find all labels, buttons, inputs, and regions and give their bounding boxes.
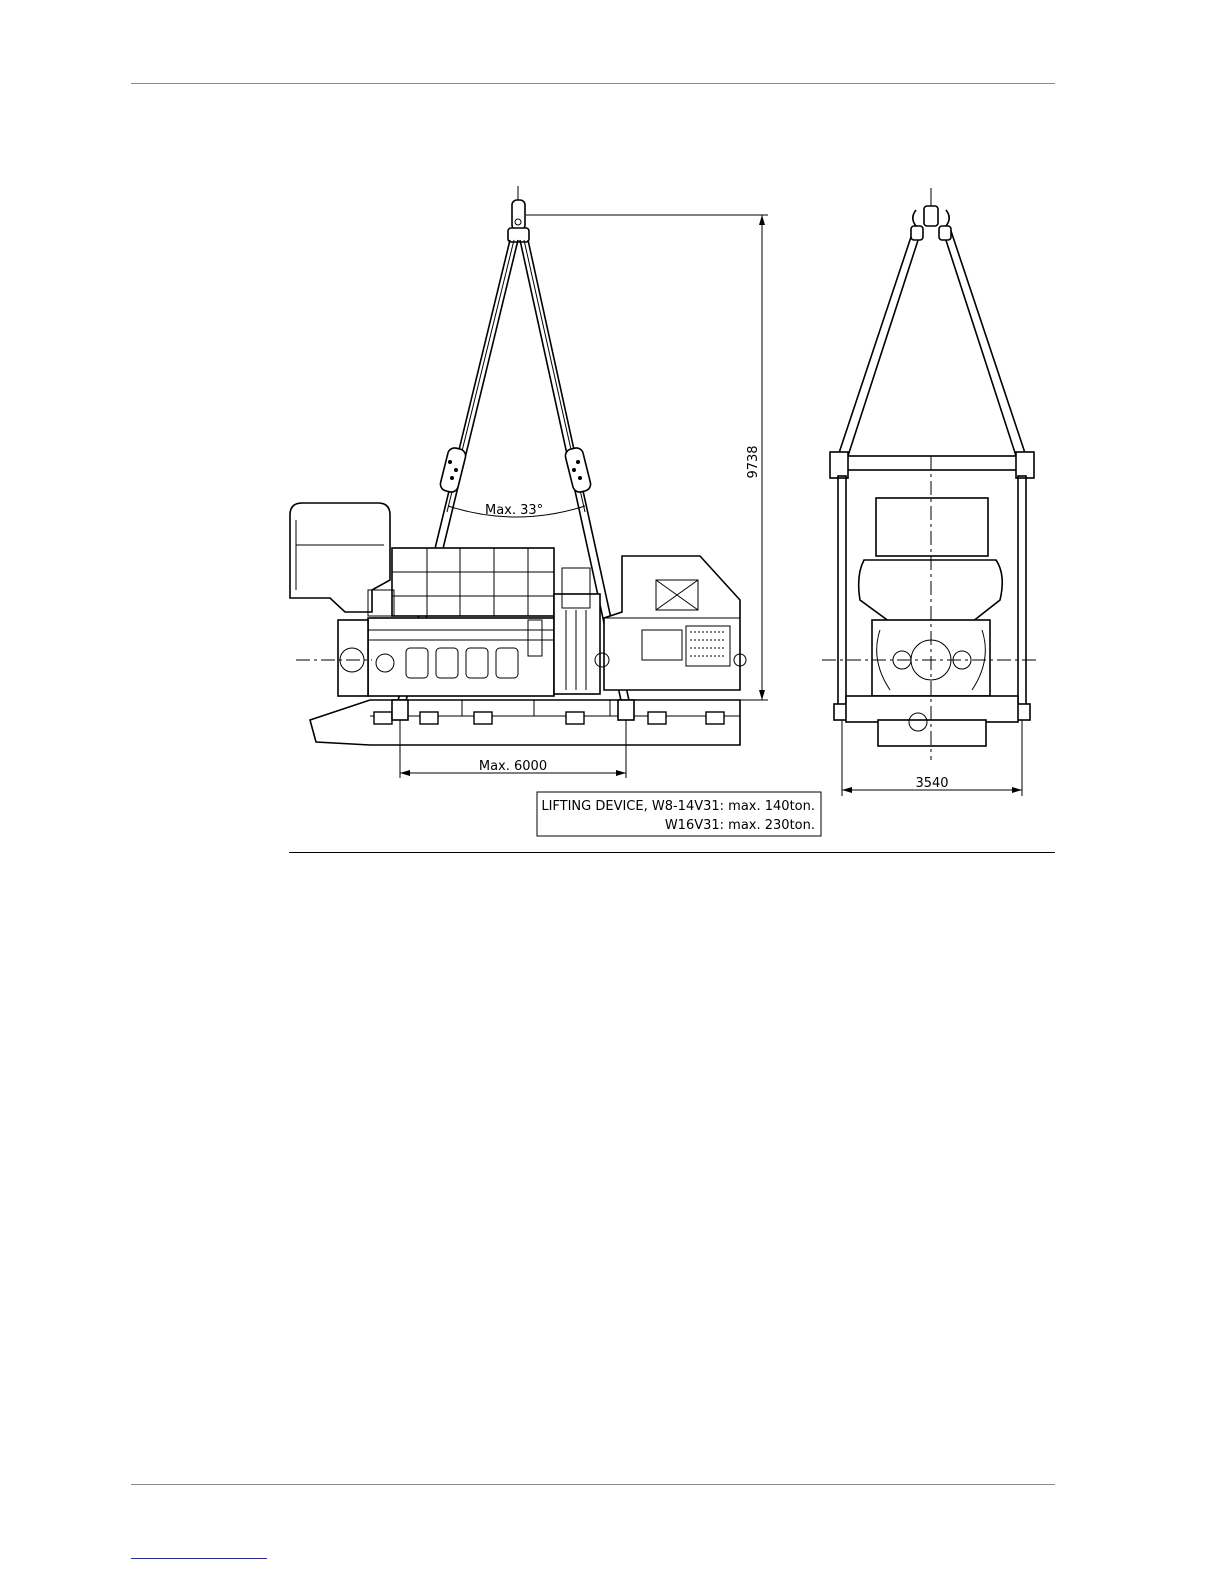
lifting-hook-icon [508, 186, 529, 242]
spread-label: Max. 6000 [478, 759, 548, 774]
shackle-icon [564, 446, 592, 493]
width-label: 3540 [915, 776, 949, 791]
shackle-icon [439, 446, 467, 493]
engine-generator-set [290, 503, 746, 745]
capacity-note-line1: LIFTING DEVICE, W8-14V31: max. 140ton. [541, 799, 815, 814]
height-label: 9738 [746, 445, 761, 479]
angle-label: Max. 33° [485, 503, 544, 518]
end-view [822, 188, 1040, 796]
engine-end-view [822, 456, 1040, 760]
side-view [290, 186, 768, 778]
capacity-note-line2: W16V31: max. 230ton. [664, 818, 815, 833]
capacity-note [537, 792, 821, 836]
